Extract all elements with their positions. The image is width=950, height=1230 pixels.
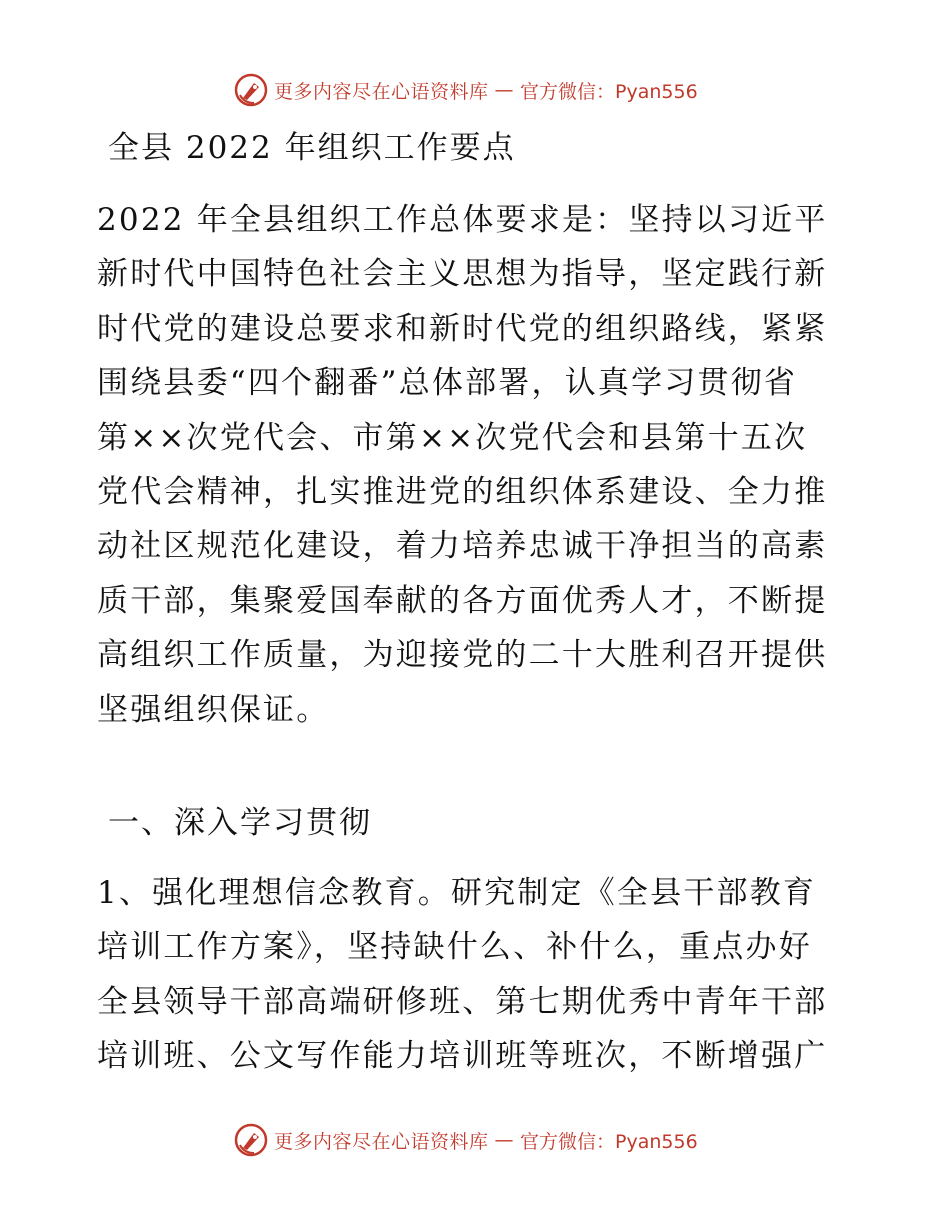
paragraph-line: 高组织工作质量，为迎接党的二十大胜利召开提供 bbox=[97, 637, 828, 674]
paragraph-line: 新时代中国特色社会主义思想为指导，坚定践行新 bbox=[97, 256, 828, 293]
paragraph-line: 全县领导干部高端研修班、第七期优秀中青年干部 bbox=[97, 983, 828, 1020]
item-1-paragraph bbox=[97, 866, 852, 1084]
paragraph-line: 动社区规范化建设，着力培养忠诚干净担当的高素 bbox=[97, 528, 828, 565]
pen-nib-logo-icon bbox=[234, 1123, 268, 1157]
paragraph-line: 第××次党代会、市第××次党代会和县第十五次 bbox=[97, 419, 808, 456]
paragraph-line: 1、强化理想信念教育。研究制定《全县干部教育 bbox=[97, 875, 817, 911]
paragraph-line: 围绕县委“四个翻番”总体部署，认真学习贯彻省 bbox=[97, 365, 798, 402]
paragraph-line: 坚强组织保证。 bbox=[97, 691, 330, 728]
paragraph-line: 培训班、公文写作能力培训班等班次，不断增强广 bbox=[97, 1038, 828, 1075]
document-title: 全县 2022 年组织工作要点 bbox=[108, 130, 516, 166]
paragraph-line: 质干部，集聚爱国奉献的各方面优秀人才，不断提 bbox=[97, 582, 828, 619]
pen-nib-logo-icon bbox=[234, 73, 268, 107]
intro-paragraph bbox=[97, 193, 852, 737]
paragraph-line: 时代党的建设总要求和新时代党的组织路线，紧紧 bbox=[97, 310, 828, 347]
watermark-header bbox=[234, 72, 698, 108]
section-heading: 一、深入学习贯彻 bbox=[108, 805, 372, 841]
watermark-text: 更多内容尽在心语资料库 bbox=[274, 80, 489, 103]
paragraph-line: 培训工作方案》，坚持缺什么、补什么，重点办好 bbox=[97, 929, 812, 966]
watermark-wechat: 官方微信：Pyan556 bbox=[520, 80, 698, 103]
paragraph-line: 党代会精神，扎实推进党的组织体系建设、全力推 bbox=[97, 474, 828, 511]
watermark-footer bbox=[234, 1122, 698, 1158]
paragraph-line: 2022 年全县组织工作总体要求是：坚持以习近平 bbox=[97, 202, 828, 238]
watermark-text: 更多内容尽在心语资料库 bbox=[274, 1130, 489, 1153]
watermark-separator: — bbox=[494, 1129, 515, 1151]
watermark-separator: — bbox=[494, 79, 515, 101]
watermark-wechat: 官方微信：Pyan556 bbox=[520, 1130, 698, 1153]
